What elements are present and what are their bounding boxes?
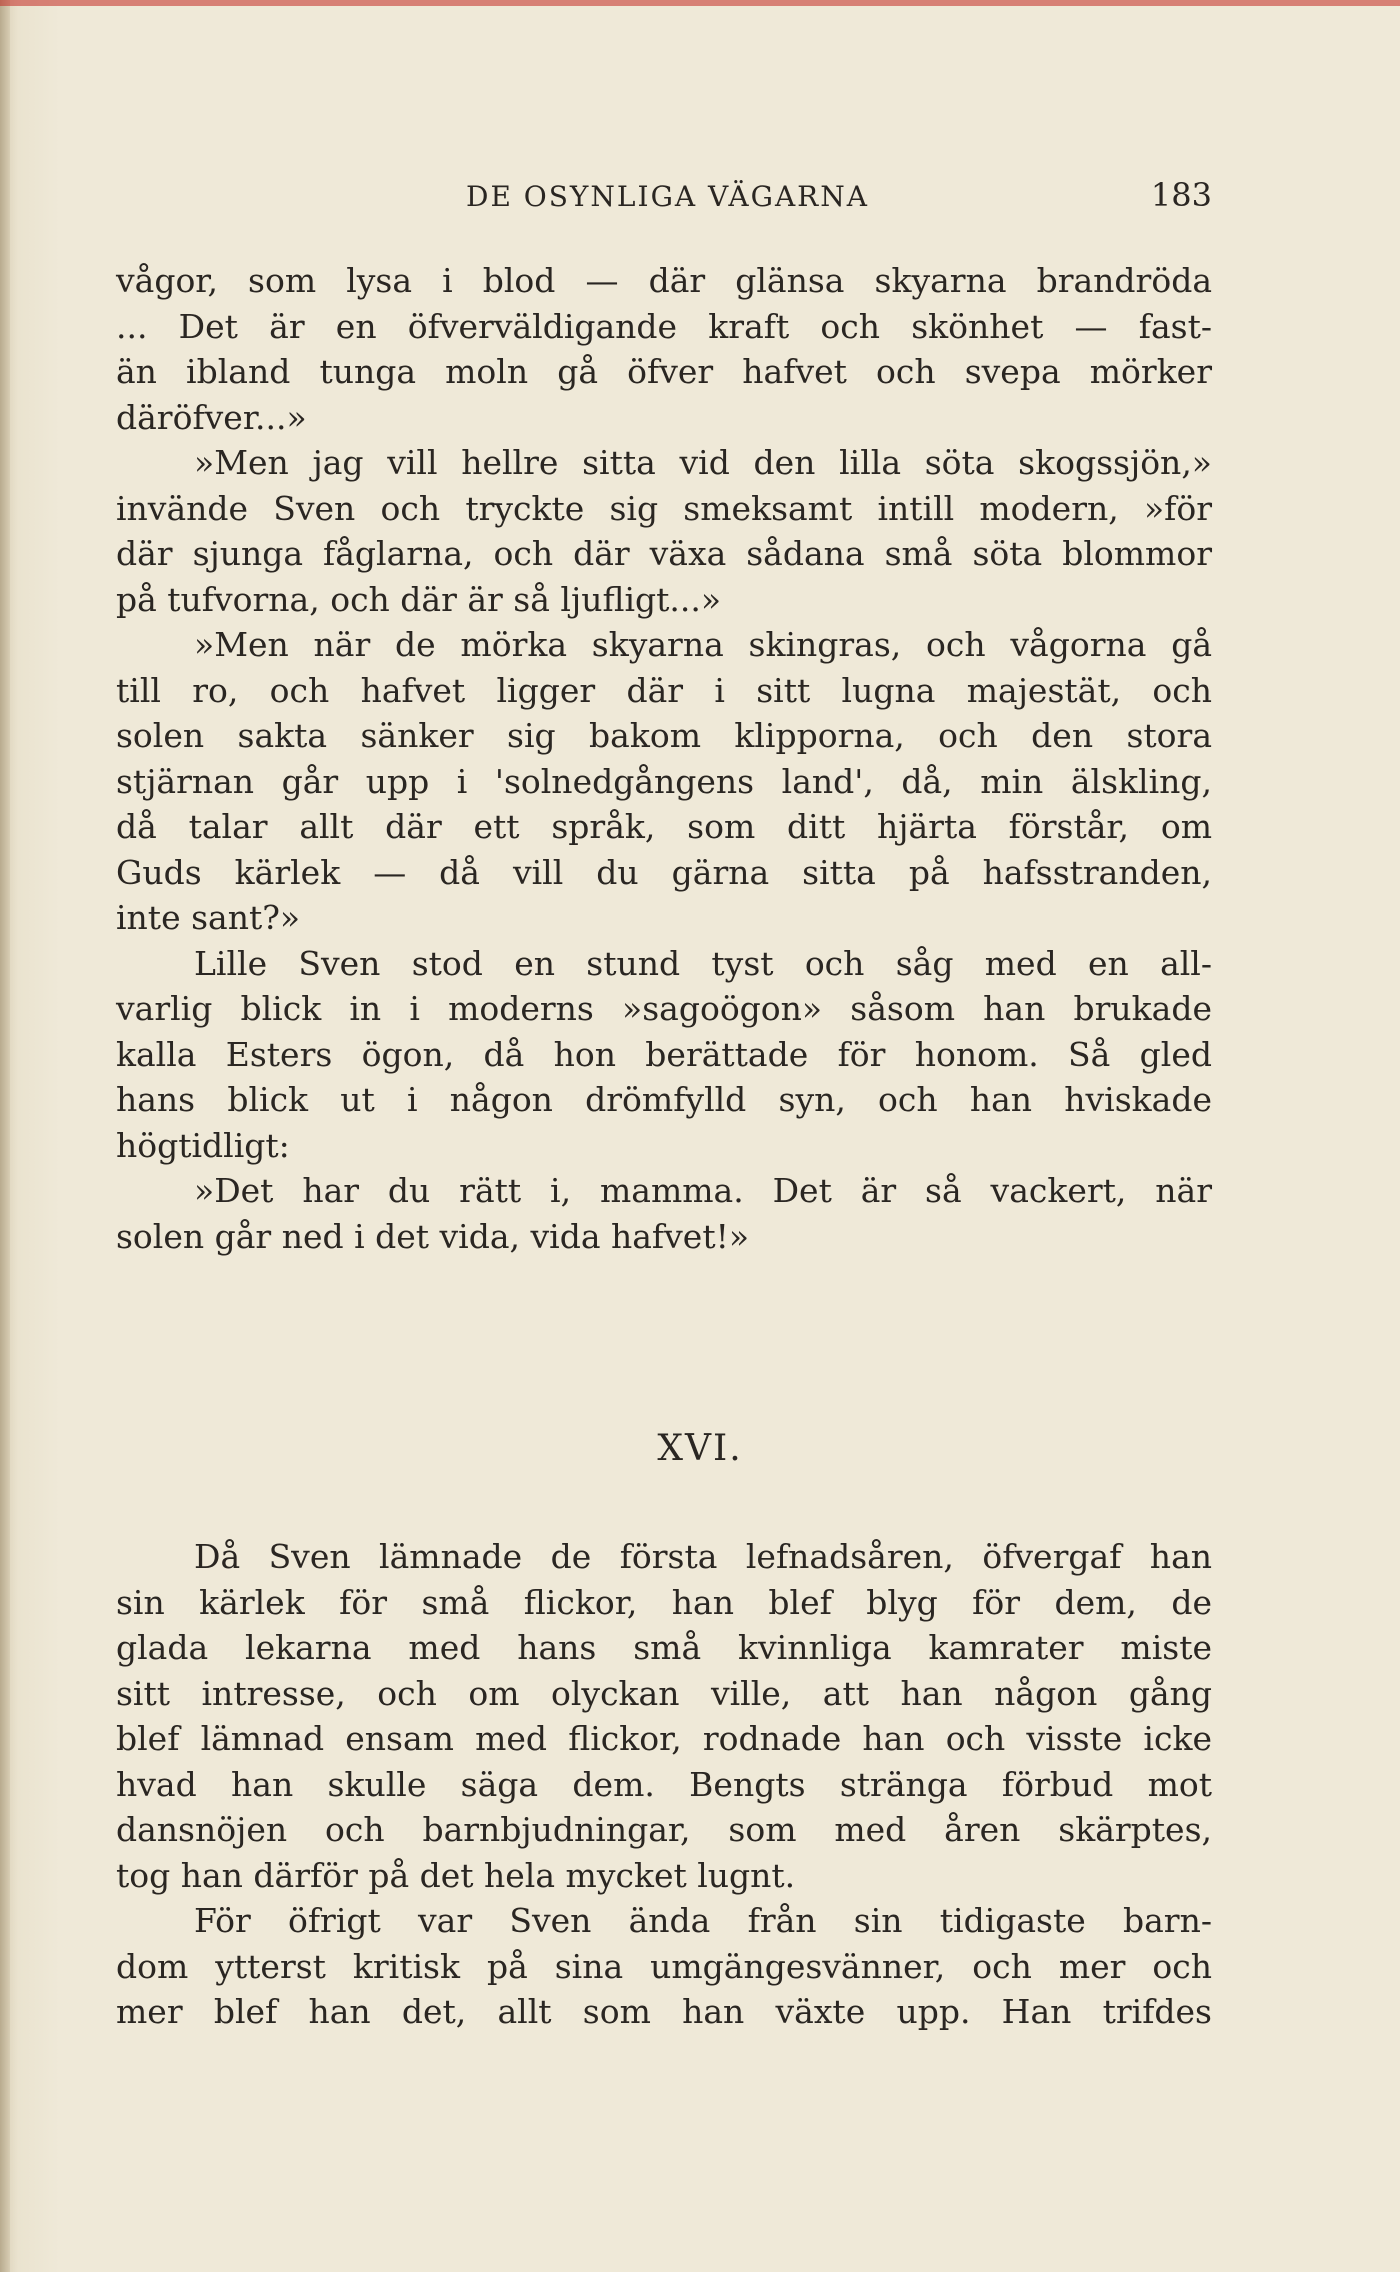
text-line: sitt intresse, och om olyckan ville, att han någon gång bbox=[116, 1673, 1212, 1713]
text-line: solen sakta sänker sig bakom klipporna, och den stora bbox=[116, 716, 1212, 755]
text-line: Då Sven lämnade de första lefnadsåren, öfvergaf han bbox=[194, 1537, 1212, 1576]
text-line: hans blick ut i någon drömfylld syn, och han hviskade bbox=[116, 1080, 1212, 1119]
text-line: däröfver...» bbox=[116, 397, 307, 437]
text-line: än ibland tunga moln gå öfver hafvet och svepa mörker bbox=[116, 352, 1212, 391]
text-line: invände Sven och tryckte sig smeksamt intill modern, »för bbox=[116, 488, 1212, 528]
text-line: vågor, som lysa i blod — där glänsa skyarna brandröda bbox=[116, 261, 1212, 300]
text-line: kalla Esters ögon, då hon berättade för honom. Så gled bbox=[116, 1034, 1212, 1074]
chapter-heading: XVI. bbox=[657, 1428, 743, 1469]
text-line: mer blef han det, allt som han växte upp. Han trifdes bbox=[116, 1992, 1212, 2031]
text-line: glada lekarna med hans små kvinnliga kamrater miste bbox=[116, 1628, 1212, 1667]
text-line: »Men jag vill hellre sitta vid den lilla söta skogssjön,» bbox=[194, 443, 1212, 482]
page-number: 183 bbox=[1150, 176, 1212, 214]
text-line: dansnöjen och barnbjudningar, som med åren skärptes, bbox=[116, 1810, 1212, 1849]
text-line: högtidligt: bbox=[116, 1125, 290, 1165]
text-line: då talar allt där ett språk, som ditt hjärta förstår, om bbox=[116, 807, 1212, 846]
page-top-edge bbox=[0, 0, 1400, 6]
text-section-two bbox=[116, 1534, 1212, 2035]
text-line: stjärnan går upp i 'solnedgångens land', då, min älskling, bbox=[116, 761, 1212, 801]
text-line: För öfrigt var Sven ända från sin tidigaste barn- bbox=[194, 1901, 1212, 1940]
text-line: dom ytterst kritisk på sina umgängesvänner, och mer och bbox=[116, 1946, 1212, 1986]
text-line: tog han därför på det hela mycket lugnt. bbox=[116, 1855, 796, 1895]
text-line: Lille Sven stod en stund tyst och såg med en all- bbox=[194, 943, 1212, 983]
text-line: »Det har du rätt i, mamma. Det är så vackert, när bbox=[194, 1171, 1212, 1210]
running-title: DE OSYNLIGA VÄGARNA bbox=[466, 180, 869, 213]
text-line: där sjunga fåglarna, och där växa sådana små söta blommor bbox=[116, 534, 1212, 573]
text-line: ... Det är en öfverväldigande kraft och skönhet — fast- bbox=[116, 306, 1212, 346]
text-section-one bbox=[116, 258, 1212, 1259]
text-line: solen går ned i det vida, vida hafvet!» bbox=[116, 1216, 750, 1256]
page-left-edge bbox=[0, 0, 10, 2272]
text-line: hvad han skulle säga dem. Bengts stränga förbud mot bbox=[116, 1764, 1212, 1804]
text-line: »Men när de mörka skyarna skingras, och vågorna gå bbox=[194, 625, 1212, 664]
text-line: till ro, och hafvet ligger där i sitt lugna majestät, och bbox=[116, 670, 1212, 710]
text-line: varlig blick in i moderns »sagoögon» såsom han brukade bbox=[116, 989, 1212, 1028]
text-line: blef lämnad ensam med flickor, rodnade han och visste icke bbox=[116, 1719, 1212, 1758]
text-line: Guds kärlek — då vill du gärna sitta på hafsstranden, bbox=[116, 852, 1212, 892]
text-line: på tufvorna, och där är så ljufligt...» bbox=[116, 579, 722, 619]
text-line: inte sant?» bbox=[116, 898, 301, 937]
text-line: sin kärlek för små flickor, han blef blyg för dem, de bbox=[116, 1582, 1212, 1622]
running-head bbox=[116, 176, 1212, 220]
